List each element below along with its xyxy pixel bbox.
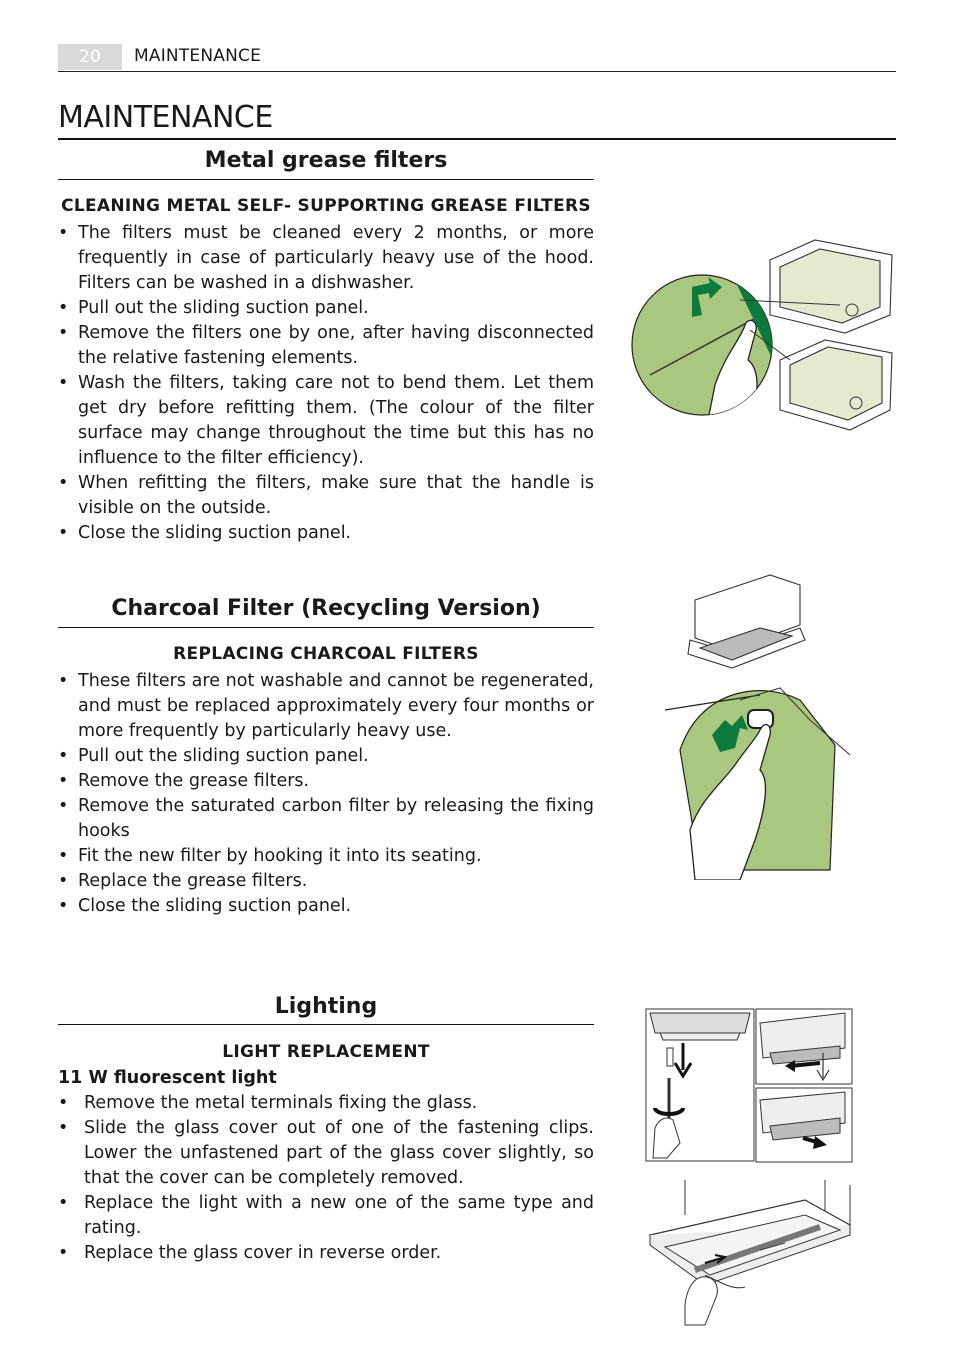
subtitle-grease: CLEANING METAL SELF- SUPPORTING GREASE FILTERS	[61, 196, 591, 216]
list-item: • Replace the grease filters.	[58, 869, 594, 894]
subtitle-lighting: LIGHT REPLACEMENT	[222, 1042, 430, 1062]
list-item: • Remove the filters one by one, after having disconnected the relative fastening elements.	[58, 321, 594, 371]
list-item: • Close the sliding suction panel.	[58, 894, 594, 919]
list-item: • Remove the grease filters.	[58, 769, 594, 794]
title-rule	[58, 138, 896, 140]
light-type-label: 11 W fluorescent light	[58, 1068, 277, 1088]
section-rule-lighting	[58, 1024, 594, 1025]
list-item: • The filters must be cleaned every 2 months, or more frequently in case of particularly heavy use of the hood. Filters can be washed in a dishwasher.	[58, 221, 594, 296]
grease-filter-illustration	[630, 235, 895, 435]
charcoal-filter-illustration	[660, 570, 860, 880]
section-title-grease: Metal grease filters	[204, 148, 448, 173]
section-title-lighting: Lighting	[274, 994, 378, 1019]
list-item: • Pull out the sliding suction panel.	[58, 296, 594, 321]
section-rule-charcoal	[58, 627, 594, 628]
list-item: • Replace the light with a new one of the same type and rating.	[58, 1191, 594, 1241]
page-title: MAINTENANCE	[58, 100, 273, 135]
lighting-instructions	[58, 1066, 594, 1266]
grease-instructions	[58, 221, 594, 546]
list-item: • Remove the metal terminals fixing the glass.	[58, 1091, 594, 1116]
page-number: 20	[58, 44, 122, 70]
list-item: • Remove the saturated carbon filter by releasing the fixing hooks	[58, 794, 594, 844]
running-header: MAINTENANCE	[134, 46, 262, 66]
section-rule-grease	[58, 179, 594, 180]
list-item: • Replace the glass cover in reverse order.	[58, 1241, 594, 1266]
light-replacement-illustration	[645, 1008, 855, 1164]
list-item: • Wash the filters, taking care not to bend them. Let them get dry before refitting them. (The colour of the filter surface may change throughout the time but this has no influence to the filter efficiency).	[58, 371, 594, 471]
list-item: • Fit the new filter by hooking it into its seating.	[58, 844, 594, 869]
hood-light-illustration	[645, 1175, 855, 1330]
list-item: • Close the sliding suction panel.	[58, 521, 594, 546]
list-item: • When refitting the filters, make sure that the handle is visible on the outside.	[58, 471, 594, 521]
header-rule	[58, 71, 896, 72]
list-item: • Pull out the sliding suction panel.	[58, 744, 594, 769]
subtitle-charcoal: REPLACING CHARCOAL FILTERS	[173, 644, 479, 664]
charcoal-instructions	[58, 669, 594, 919]
list-item: • These filters are not washable and cannot be regenerated, and must be replaced approximately every four months or more frequently by particularly heavy use.	[58, 669, 594, 744]
list-item: • Slide the glass cover out of one of the fastening clips. Lower the unfastened part of the glass cover slightly, so that the cover can be completely removed.	[58, 1116, 594, 1191]
section-title-charcoal: Charcoal Filter (Recycling Version)	[111, 596, 541, 621]
